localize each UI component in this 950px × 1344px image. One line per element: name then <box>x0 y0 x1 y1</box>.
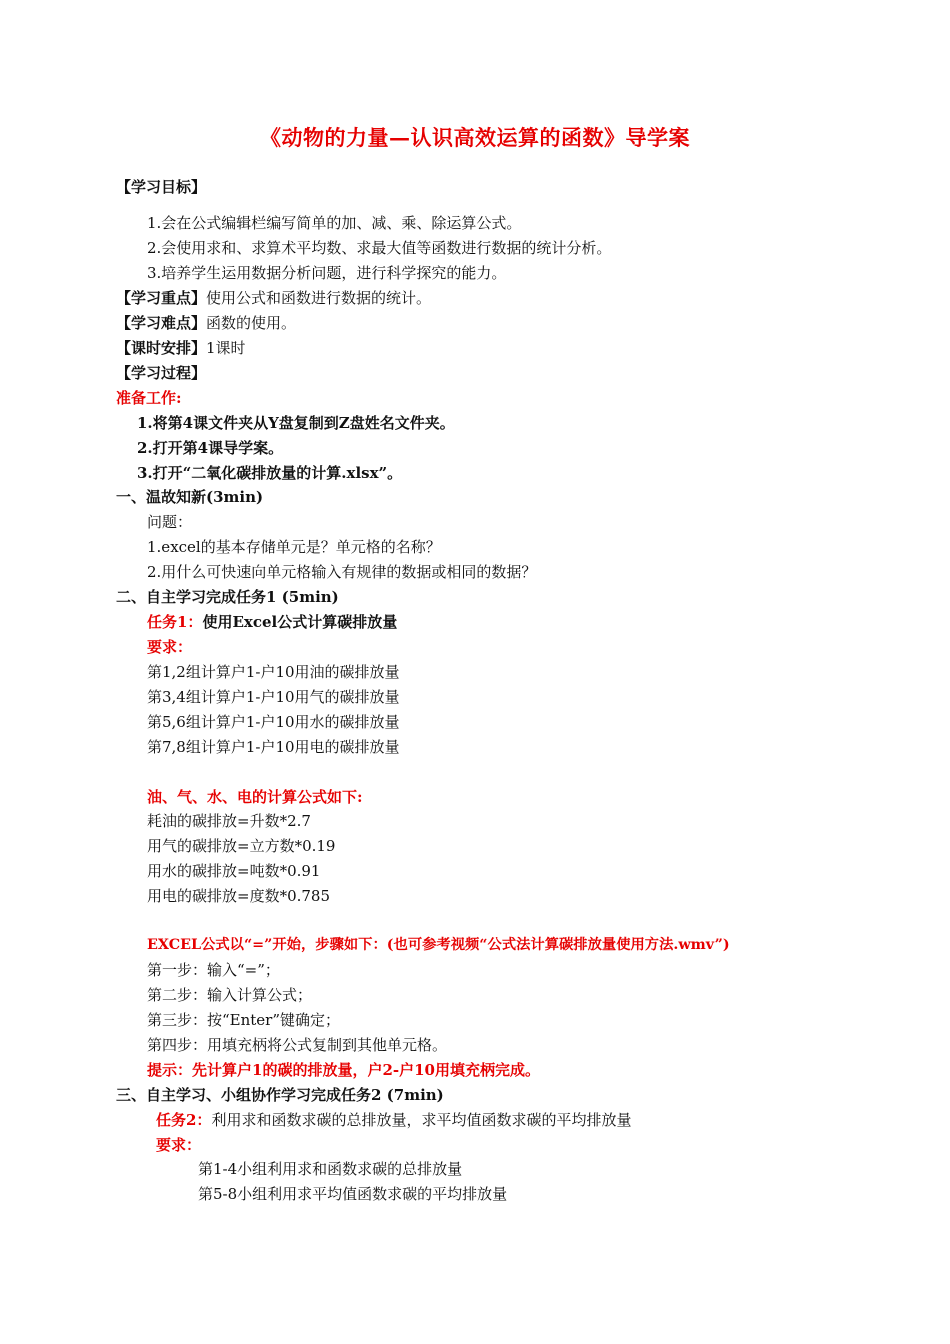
task2-requirement-item: 第5-8小组利用求平均值函数求碳的平均排放量 <box>198 1185 508 1203</box>
step-item: 第四步：用填充柄将公式复制到其他单元格。 <box>147 1036 448 1054</box>
question-label: 问题： <box>147 513 193 531</box>
formula-heading: 油、气、水、电的计算公式如下: <box>147 788 363 806</box>
objective-item: 3.培养学生运用数据分析问题，进行科学探究的能力。 <box>147 264 507 282</box>
task2-text: 利用求和函数求碳的总排放量，求平均值函数求碳的平均排放量 <box>211 1111 632 1129</box>
formula-item: 用水的碳排放=吨数*0.91 <box>147 862 321 880</box>
section1-heading: 一、温故知新(3min) <box>116 488 264 506</box>
formula-item: 耗油的碳排放=升数*2.7 <box>147 812 311 830</box>
requirement-item: 第3,4组计算户1-户10用气的碳排放量 <box>147 688 400 706</box>
schedule-text: 1课时 <box>206 339 246 357</box>
schedule <box>116 338 246 358</box>
document-title: 《动物的力量—认识高效运算的函数》导学案 <box>260 125 690 150</box>
difficulty-label: 【学习难点】 <box>116 314 207 332</box>
question-item: 2.用什么可快速向单元格输入有规律的数据或相同的数据？ <box>147 563 537 581</box>
objective-item: 2.会使用求和、求算术平均数、求最大值等函数进行数据的统计分析。 <box>147 239 612 257</box>
objectives-heading: 【学习目标】 <box>116 178 207 196</box>
task1-label: 任务1： <box>147 613 203 631</box>
key-point <box>116 288 431 308</box>
requirement-item: 第7,8组计算户1-户10用电的碳排放量 <box>147 738 400 756</box>
task2-label: 任务2： <box>156 1111 212 1129</box>
task2 <box>156 1110 631 1130</box>
prep-item: 1.将第4课文件夹从Y盘复制到Z盘姓名文件夹。 <box>137 414 455 432</box>
step-item: 第二步：输入计算公式； <box>147 986 313 1004</box>
process-heading: 【学习过程】 <box>116 364 207 382</box>
difficulty-text: 函数的使用。 <box>206 314 297 332</box>
step-item: 第一步：输入“=”； <box>147 961 280 979</box>
prep-item: 3.打开“二氧化碳排放量的计算.xlsx”。 <box>137 464 403 482</box>
schedule-label: 【课时安排】 <box>116 339 207 357</box>
section3-heading: 三、自主学习、小组协作学习完成任务2 (7min) <box>116 1086 444 1104</box>
task1-text: 使用Excel公式计算碳排放量 <box>202 613 398 631</box>
task2-requirement-item: 第1-4小组利用求和函数求碳的总排放量 <box>198 1160 463 1178</box>
prep-item: 2.打开第4课导学案。 <box>137 439 284 457</box>
key-point-text: 使用公式和函数进行数据的统计。 <box>206 289 432 307</box>
requirements-label: 要求： <box>147 638 193 656</box>
step-item: 第三步：按“Enter”键确定； <box>147 1011 341 1029</box>
tip: 提示：先计算户1的碳的排放量，户2-户10用填充柄完成。 <box>147 1061 540 1079</box>
key-point-label: 【学习重点】 <box>116 289 207 307</box>
task2-requirements-label: 要求： <box>156 1136 202 1154</box>
question-item: 1.excel的基本存储单元是？单元格的名称？ <box>147 538 441 556</box>
section2-heading: 二、自主学习完成任务1 (5min) <box>116 588 339 606</box>
formula-item: 用气的碳排放=立方数*0.19 <box>147 837 336 855</box>
objective-item: 1.会在公式编辑栏编写简单的加、减、乘、除运算公式。 <box>147 214 522 232</box>
requirement-item: 第1,2组计算户1-户10用油的碳排放量 <box>147 663 400 681</box>
formula-item: 用电的碳排放=度数*0.785 <box>147 887 331 905</box>
requirement-item: 第5,6组计算户1-户10用水的碳排放量 <box>147 713 400 731</box>
excel-heading: EXCEL公式以“=”开始，步骤如下：(也可参考视频“公式法计算碳排放量使用方法.wmv”) <box>147 937 730 953</box>
difficulty <box>116 313 296 333</box>
prep-heading: 准备工作: <box>116 389 182 407</box>
task1 <box>147 612 397 632</box>
